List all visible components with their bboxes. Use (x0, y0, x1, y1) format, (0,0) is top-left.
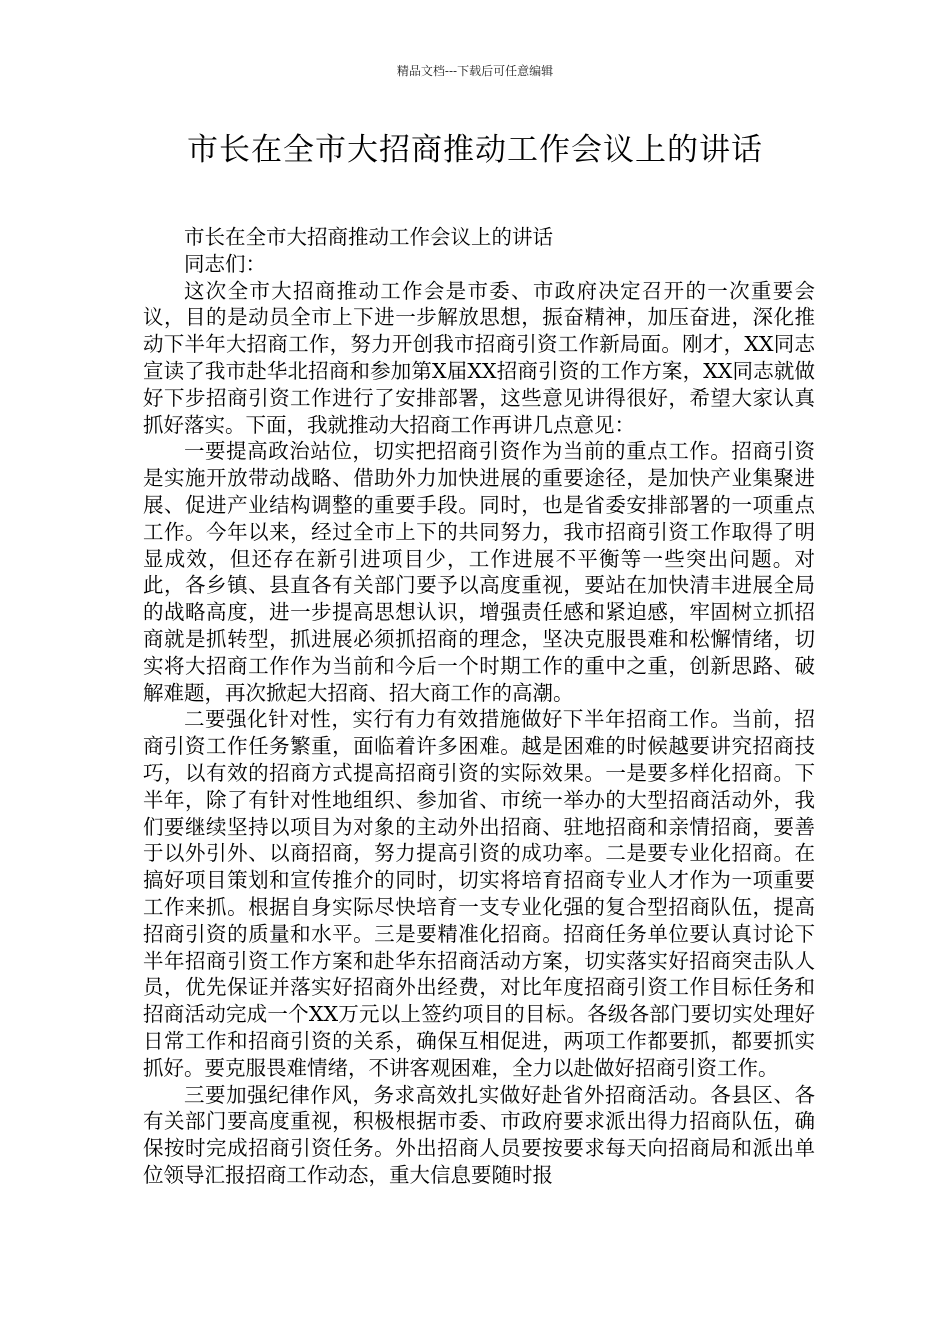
page-header-watermark: 精品文档---下载后可任意编辑 (396, 64, 554, 78)
paragraph-intro: 这次全市大招商推动工作会是市委、市政府决定召开的一次重要会议，目的是动员全市上下进一步解放思想，振奋精神，加压奋进，深化推动下半年大招商工作，努力开创我市招商引资工作新局面。刚才，XX同志宣读了我市赴华北招商和参加第X届XX招商引资的工作方案，XX同志就做好下步招商引资工作进行了安排部署，这些意见讲得很好，希望大家认真抓好落实。下面，我就推动大招商工作再讲几点意见： (143, 278, 815, 437)
document-title: 市长在全市大招商推动工作会议上的讲话 (187, 132, 763, 168)
paragraph-point-2: 二要强化针对性，实行有力有效措施做好下半年招商工作。当前，招商引资工作任务繁重，面临着许多困难。越是困难的时候越要讲究招商技巧，以有效的招商方式提高招商引资的实际效果。一是要多样化招商。下半年，除了有针对性地组织、参加省、市统一举办的大型招商活动外，我们要继续坚持以项目为对象的主动外出招商、驻地招商和亲情招商，要善于以外引外、以商招商，努力提高引资的成功率。二是要专业化招商。在搞好项目策划和宣传推介的同时，切实将培育招商专业人才作为一项重要工作来抓。根据自身实际尽快培育一支专业化强的复合型招商队伍，提高招商引资的质量和水平。三是要精准化招商。招商任务单位要认真讨论下半年招商引资工作方案和赴华东招商活动方案，切实落实好招商突击队人员，优先保证并落实好招商外出经费，对比年度招商引资工作目标任务和招商活动完成一个XX万元以上签约项目的目标。各级各部门要切实处理好日常工作和招商引资的关系，确保互相促进，两项工作都要抓，都要抓实抓好。要克服畏难情绪，不讲客观困难，全力以赴做好招商引资工作。 (143, 707, 815, 1080)
document-body (143, 224, 815, 1189)
salutation: 同志们： (184, 251, 266, 276)
paragraph-point-3: 三要加强纪律作风，务求高效扎实做好赴省外招商活动。各县区、各有关部门要高度重视，积极根据市委、市政府要求派出得力招商队伍，确保按时完成招商引资任务。外出招商人员要按要求每天向招商局和派出单位领导汇报招商工作动态，重大信息要随时报 (143, 1082, 815, 1187)
document-subtitle: 市长在全市大招商推动工作会议上的讲话 (184, 225, 553, 249)
paragraph-point-1: 一要提高政治站位，切实把招商引资作为当前的重点工作。招商引资是实施开放带动战略、借助外力加快进展的重要途径，是加快产业集聚进展、促进产业结构调整的重要手段。同时，也是省委安排部署的一项重点工作。今年以来，经过全市上下的共同努力，我市招商引资工作取得了明显成效，但还存在新引进项目少，工作进展不平衡等一些突出问题。对此，各乡镇、县直各有关部门要予以高度重视，要站在加快清丰进展全局的战略高度，进一步提高思想认识，增强责任感和紧迫感，牢固树立抓招商就是抓转型，抓进展必须抓招商的理念，坚决克服畏难和松懈情绪，切实将大招商工作作为当前和今后一个时期工作的重中之重，创新思路、破解难题，再次掀起大招商、招大商工作的高潮。 (143, 439, 815, 705)
